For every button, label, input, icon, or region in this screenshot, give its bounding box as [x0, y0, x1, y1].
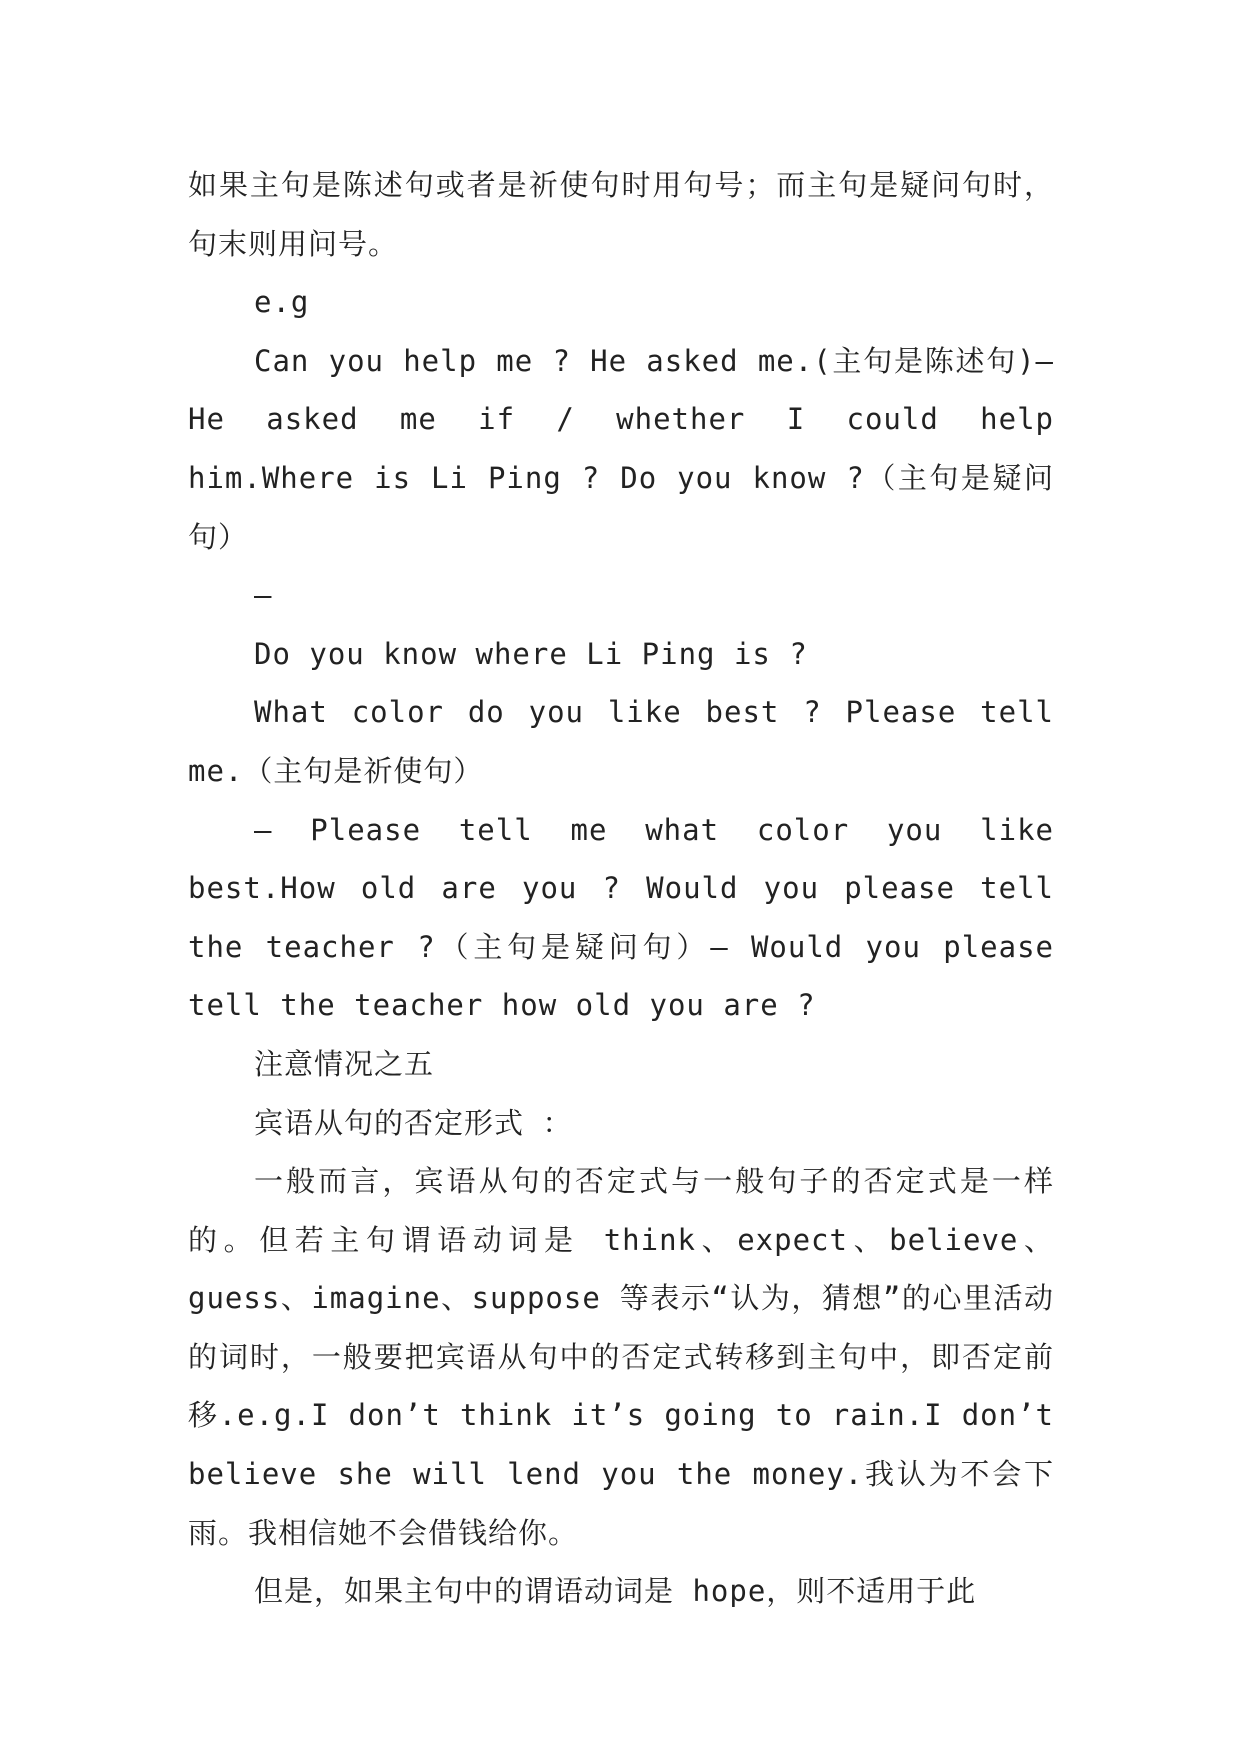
paragraph-example-help-me: Can you help me ? He asked me.(主句是陈述句)—He asked me if / whether I could help him.Where is Li Ping ? Do you know ?（主句是疑问句）: [188, 343, 1054, 554]
section-heading-case-five: 注意情况之五: [254, 1046, 435, 1081]
paragraph-hope-exception: 但是，如果主句中的谓语动词是 hope，则不适用于此: [254, 1574, 977, 1609]
paragraph-example-color: What color do you like best ? Please tell me.（主句是祈使句）: [188, 695, 1054, 788]
paragraph-punctuation-rule: 如果主句是陈述句或者是祈使句时用句号；而主句是疑问句时，句末则用问号。: [188, 168, 1054, 261]
paragraph-example-li-ping: Do you know where Li Ping is ?: [254, 636, 808, 671]
subheading-negative-form: 宾语从句的否定形式 ：: [254, 1105, 573, 1140]
paragraph-negation-transfer: 一般而言，宾语从句的否定式与一般句子的否定式是一样的。但若主句谓语动词是 think、expect、believe、guess、imagine、suppose 等表示“认为，猜想”的心里活动的词时，一般要把宾语从句中的否定式转移到主句中，即否定前移.e.g.I don’t think it’s going to rain.I don’t believe she will lend you the money.我认为不会下雨。我相信她不会借钱给你。: [188, 1164, 1054, 1550]
paragraph-example-tell-teacher: — Please tell me what color you like best.How old are you ? Would you please tell the teacher ?（主句是疑问句）— Would you please tell the teacher how old you are ?: [188, 812, 1054, 1023]
paragraph-eg-label: e.g: [254, 285, 310, 320]
paragraph-dash: —: [254, 578, 273, 613]
document-page: [188, 156, 1054, 1621]
